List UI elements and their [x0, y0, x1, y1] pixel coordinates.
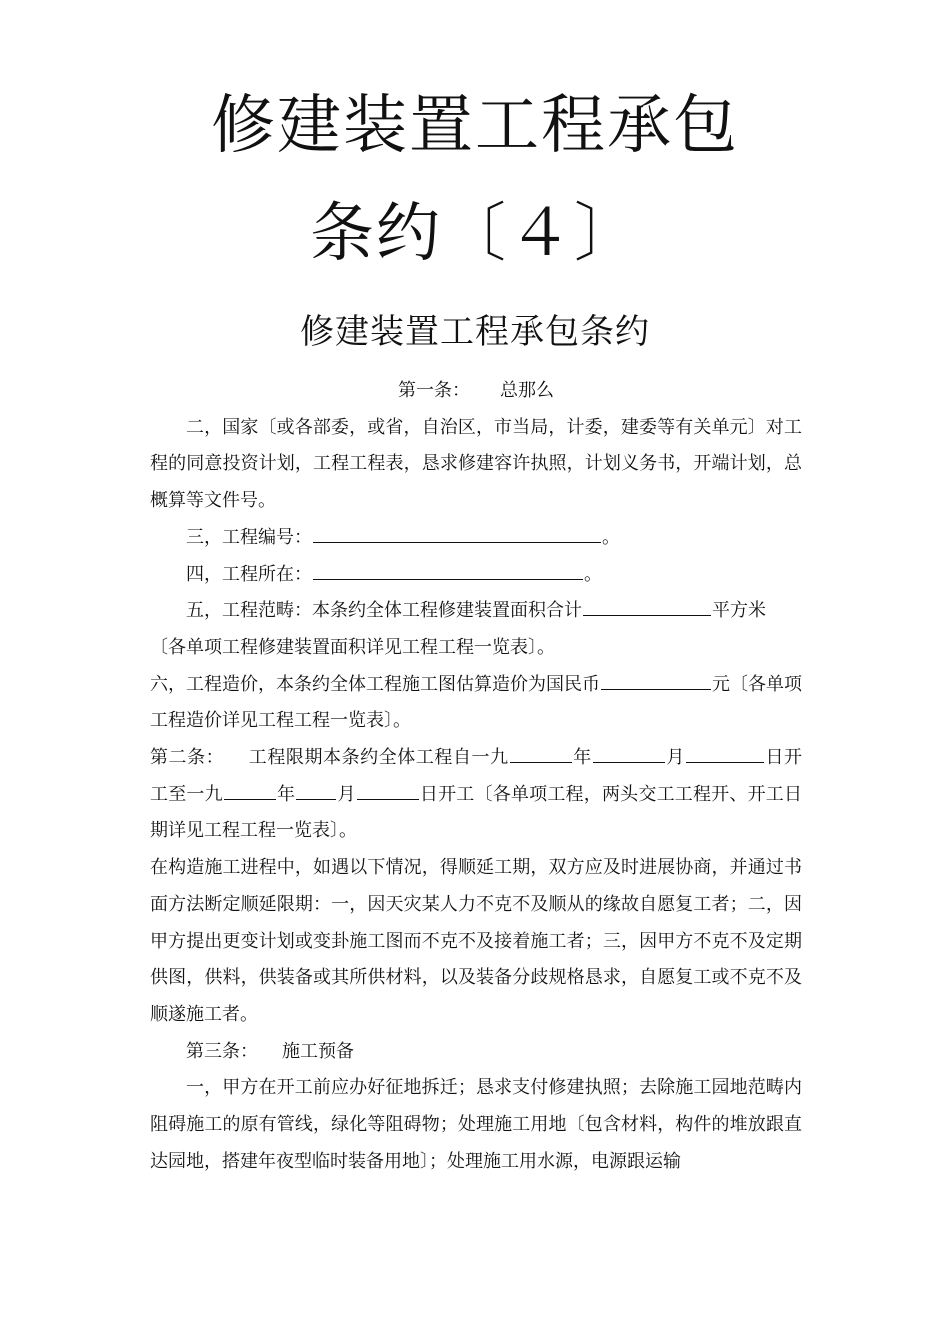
- cost-blank: [601, 671, 711, 690]
- item-4-end: 。: [584, 563, 602, 585]
- article-2-text-b: 开工至一九: [150, 747, 803, 805]
- start-year-blank: [510, 744, 572, 763]
- article-2-para-1: [150, 740, 802, 850]
- start-day-label: 日: [764, 747, 785, 769]
- item-4-label: 四，工程所在：: [186, 563, 312, 585]
- start-year-label: 年: [572, 747, 592, 769]
- article-2-para-2: 在构造施工进程中，如遇以下情况，得顺延工期，双方应及时进展协商，并通过书面方法断定顺延限期：一，因天灾某人力不克不及顺从的缘故自愿复工者；二，因甲方提出更变计划或变卦施工图而不克不及接着施工者；三，因甲方不克不及定期供图，供料，供装备或其所供材料，以及装备分歧规格恳求，自愿复工或不克不及顺遂施工者。: [150, 857, 802, 1025]
- article-1-item-5: [150, 593, 802, 630]
- article-1-item-4: [150, 557, 802, 594]
- area-total-blank: [583, 597, 711, 616]
- project-number-blank: [313, 524, 601, 543]
- item-3-label: 三，工程编号：: [186, 526, 312, 548]
- start-month-label: 月: [665, 747, 685, 769]
- article-2-number: 第二条：: [150, 747, 225, 769]
- article-3-item-1: 一，甲方在开工前应办好征地拆迁；恳求支付修建执照；去除施工园地范畴内阻碍施工的原有管线，绿化等阻碍物；处理施工用地〔包含材料，构件的堆放跟直达园地，搭建年夜型临时装备用地〕；处理施工用水源，电源跟运输: [150, 1077, 802, 1172]
- start-day-blank: [686, 744, 764, 763]
- article-1-number: 第一条：: [398, 380, 470, 401]
- project-location-blank: [313, 561, 583, 580]
- item-5-unit: 平方米: [712, 600, 766, 622]
- document-title-line-2: 条约〔４〕: [310, 197, 640, 271]
- article-3-heading: [150, 1034, 802, 1071]
- article-1-item-5-note: 〔各单项工程修建装置面积详见工程工程一览表〕。: [150, 636, 555, 658]
- item-5-label: 五，工程范畴：本条约全体工程修建装置面积合计: [186, 600, 582, 622]
- end-year-label: 年: [276, 783, 296, 805]
- article-3-number: 第三条：: [186, 1040, 258, 1062]
- document-title-line-1: 修建装置工程承包: [211, 89, 739, 163]
- end-day-blank: [357, 781, 419, 800]
- document-subtitle: 修建装置工程承包条约: [300, 312, 650, 352]
- end-month-blank: [296, 781, 336, 800]
- article-3-title: 施工预备: [282, 1040, 354, 1062]
- document-body: [150, 373, 802, 1180]
- start-month-blank: [593, 744, 665, 763]
- article-1-item-6: [150, 667, 802, 740]
- item-6-label: 六，工程造价，本条约全体工程施工图估算造价为国民币: [150, 673, 600, 695]
- article-1-title: 总那么: [500, 380, 554, 401]
- item-6-rest: 元〔各单项工程造价详见工程工程一览表〕。: [150, 673, 802, 732]
- article-1-heading: [150, 373, 802, 410]
- article-1-item-3: [150, 520, 802, 557]
- item-3-end: 。: [602, 526, 620, 548]
- end-month-label: 月: [337, 783, 356, 805]
- end-year-blank: [224, 781, 276, 800]
- article-2-text-a: 工程限期本条约全体工程自一九: [248, 747, 509, 769]
- article-1-item-2: 二，国家〔或各部委，或省，自治区，市当局，计委，建委等有关单元〕对工程的同意投资计划，工程工程表，恳求修建容许执照，计划义务书，开端计划，总概算等文件号。: [150, 416, 802, 512]
- article-2-text-c: 日开工〔各单项工程，两头交工工程开、开工日期详见工程工程一览表〕。: [150, 783, 803, 842]
